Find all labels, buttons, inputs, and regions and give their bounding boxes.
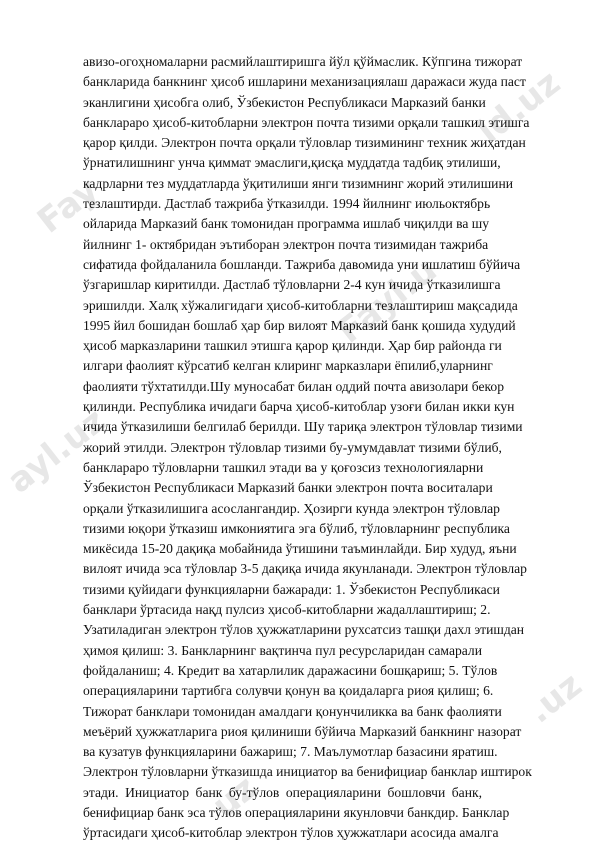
text-line: эканлигини ҳисобга олиб, Ўзбекистон Республикаси Марказий банки	[83, 94, 486, 110]
text-line: ўртасидаги ҳисоб-китоблар электрон тўлов ҳужжатлари асосида амалга	[83, 825, 499, 841]
text-line: қарор қилди. Электрон почта орқали тўловлар тизимининг техник жиҳатдан	[83, 135, 526, 151]
text-line: тезлаштирди. Дастлаб тажриба ўтказилди. 1994 йилнинг июльоктябрь	[83, 196, 491, 212]
text-line: банкларида банкнинг ҳисоб ишларини механизациялаш даражаси жуда паст	[83, 74, 526, 90]
text-line: 1995 йил бошидан бошлаб ҳар бир вилоят Марказий банк қошида худудий	[83, 317, 516, 333]
text-line: кадрларни тез муддатларда ўқитилиши янги тизимнинг жорий этилишини	[83, 175, 514, 191]
text-line: меъёрий ҳужжатларига риоя қилиниши бўйича Марказий банкнинг назорат	[83, 723, 522, 739]
text-line: Тижорат банклари томонидан амалдаги қонунчиликка ва банк фаолияти	[83, 703, 502, 719]
text-line: бенифициар банк эса тўлов операцияларини якунловчи банкдир. Банклар	[83, 804, 510, 820]
text-line: Ўзбекистон Республикаси Марказий банки электрон почта воситалари	[83, 480, 493, 496]
text-line: банклари ўртасида нақд пулсиз ҳисоб-китобларни жадаллаштириш; 2.	[83, 602, 491, 618]
text-line: орқали ўтказилишига асослангандир. Ҳозирги кунда электрон тўловлар	[83, 500, 500, 516]
text-line: тизими қуйидаги функцияларни бажаради: 1. Ўзбекистон Республикаси	[83, 581, 500, 597]
text-line: ўрнатилишнинг унча қиммат эмаслиги,қисқа муддатда тадбиқ этилиши,	[83, 155, 501, 171]
text-line: авизо-огоҳномаларни расмийлаштиришга йўл қўймаслик. Кўпгина тижорат	[83, 54, 523, 69]
text-line: жорий этилди. Электрон тўловлар тизими бу-умумдавлат тизими бўлиб,	[83, 439, 502, 455]
text-line: илгари фаолият кўрсатиб келган клиринг марказлари ёпилиб,уларнинг	[83, 358, 493, 374]
text-line: ҳисоб марказларини ташкил этишга қарор қилинди. Ҳар бир районда ги	[83, 338, 502, 354]
text-line: Электрон тўловларни ўтказишда инициатор ва бенифициар банклар иштирок	[83, 764, 532, 780]
text-line: Узатиладиган электрон тўлов ҳужжатларини рухсатсиз ташқи дахл этишдан	[83, 622, 525, 638]
text-line: ичида ўтказилиши белгилаб берилди. Шу тариқа электрон тўловлар тизими	[83, 419, 523, 435]
text-line: йилнинг 1- октябридан эътиборан электрон почта тизимидан тажриба	[83, 236, 489, 252]
watermark-bottom-left: ayl.uz	[0, 400, 114, 502]
text-line: ва кузатув функцияларини бажариш; 7. Маълумотлар базасини яратиш.	[83, 744, 498, 760]
text-line: микёсида 15-20 дақиқа мобайнида ўтишини таъминлайди. Бир худуд, яъни	[83, 541, 517, 557]
watermark-left: Fay	[30, 169, 107, 242]
text-line: этади. Инициатор банк бу-тўлов операцияларини бошловчи банк,	[83, 784, 482, 800]
text-line: ҳимоя қилиш: 3. Банкларнинг вақтинча пул ресурсларидан самарали	[83, 642, 482, 658]
text-line: фойдаланиш; 4. Кредит ва хатарлилик даражасини бошқариш; 5. Тўлов	[83, 662, 498, 678]
watermark-middle: Fayl.u	[330, 249, 445, 352]
text-line: фаолияти тўхтатилди.Шу муносабат билан оддий почта авизолари бекор	[83, 378, 505, 394]
watermark-bottom-right: .uz	[520, 664, 589, 732]
watermark-top-right: ld.uz	[470, 62, 568, 152]
text-line: тизими юқори ўтказиш имкониятига эга бўлиб, тўловларнинг республика	[83, 520, 510, 536]
text-line: сифатида фойдаланила бошланди. Тажриба давомида уни ишлатиш бўйича	[83, 256, 521, 272]
text-line: операцияларини тартибга солувчи қонун ва қоидаларга риоя қилиш; 6.	[83, 683, 494, 699]
text-line: қилинди. Республика ичидаги барча ҳисоб-китоблар узоғи билан икки кун	[83, 399, 515, 415]
text-line: ойларида Марказий банк томонидан программа ишлаб чиқилди ва шу	[83, 216, 490, 232]
text-line: эришилди. Халқ хўжалигидаги ҳисоб-китобларни тезлаштириш мақсадида	[83, 297, 518, 313]
text-line: вилоят ичида эса тўловлар 3-5 дақиқа ичида якунланади. Электрон тўловлар	[83, 561, 527, 577]
text-line: банклараро тўловларни ташкил этади ва у қоғозсиз технологияларни	[83, 459, 484, 475]
watermark-bottom: uz	[205, 767, 265, 827]
text-line: банклараро ҳисоб-китобларни электрон почта тизими орқали ташкил этишга	[83, 114, 530, 130]
text-line: ўзгаришлар киритилди. Дастлаб тўловларни 2-4 кун ичида ўтказилишга	[83, 277, 501, 293]
